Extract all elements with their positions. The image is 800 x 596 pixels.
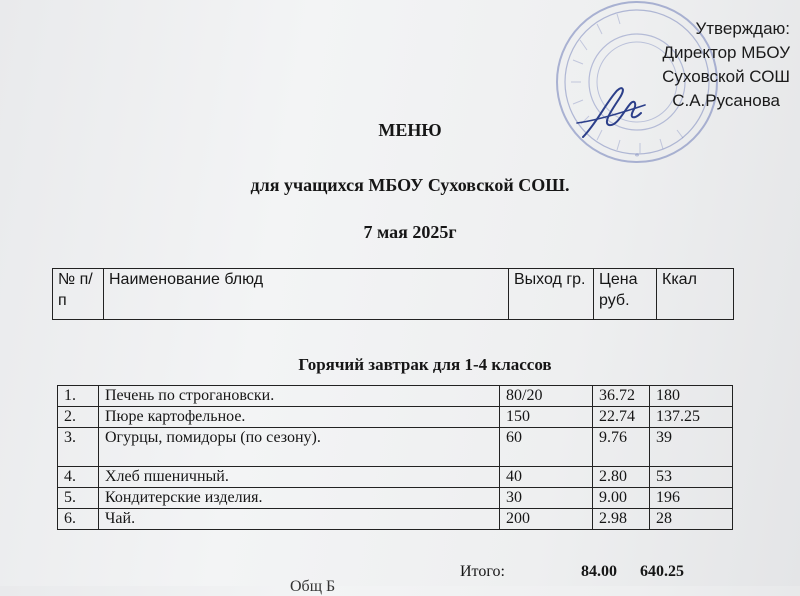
row-output: 60: [500, 428, 593, 467]
row-dish-name: Чай.: [99, 509, 500, 530]
row-output: 40: [500, 467, 593, 488]
row-num: 4.: [58, 467, 99, 488]
table-row: [58, 428, 733, 467]
row-output: 200: [500, 509, 593, 530]
row-kcal: 137.25: [650, 407, 733, 428]
row-output: 150: [500, 407, 593, 428]
row-dish-name: Огурцы, помидоры (по сезону).: [99, 428, 500, 467]
row-dish-name: Пюре картофельное.: [99, 407, 500, 428]
row-num: 2.: [58, 407, 99, 428]
total-line: [460, 563, 684, 581]
row-output: 80/20: [500, 386, 593, 407]
document-title: МЕНЮ: [378, 120, 442, 140]
row-kcal: 180: [650, 386, 733, 407]
row-dish-name: Кондитерские изделия.: [99, 488, 500, 509]
header-kcal: Ккал: [657, 269, 734, 320]
row-dish-name: Хлеб пшеничный.: [99, 467, 500, 488]
row-price: 2.98: [593, 509, 650, 530]
approval-line-position: Директор МБОУ: [662, 43, 790, 62]
approval-line-school: Суховской СОШ: [662, 67, 790, 86]
row-price: 9.00: [593, 488, 650, 509]
menu-header-table: [52, 268, 734, 320]
row-kcal: 28: [650, 509, 733, 530]
header-output: Выход гр.: [509, 269, 594, 320]
row-price: 9.76: [593, 428, 650, 467]
table-row: [58, 386, 733, 407]
cut-off-text: Общ Б: [290, 578, 336, 595]
table-row: [58, 467, 733, 488]
approval-block: [610, 17, 790, 113]
row-kcal: 39: [650, 428, 733, 467]
document-date: 7 мая 2025г: [363, 222, 457, 242]
svg-text:*: *: [634, 152, 640, 163]
row-num: 3.: [58, 428, 99, 467]
row-dish-name: Печень по строгановски.: [99, 386, 500, 407]
row-num: 6.: [58, 509, 99, 530]
row-price: 22.74: [593, 407, 650, 428]
header-dish-name: Наименование блюд: [104, 269, 509, 320]
row-price: 2.80: [593, 467, 650, 488]
header-num: № п/п: [53, 269, 104, 320]
table-row: [58, 509, 733, 530]
header-price: Цена руб.: [594, 269, 657, 320]
total-price: 84.00: [581, 563, 617, 580]
menu-items-table: [57, 385, 733, 530]
table-row: [58, 488, 733, 509]
row-kcal: 53: [650, 467, 733, 488]
approval-line-name: С.А.Русанова: [672, 91, 780, 110]
header-row: [53, 269, 734, 320]
document-subtitle: для учащихся МБОУ Суховской СОШ.: [250, 175, 570, 195]
total-kcal: 640.25: [640, 563, 684, 580]
section-title: Горячий завтрак для 1-4 классов: [298, 355, 552, 374]
row-kcal: 196: [650, 488, 733, 509]
row-output: 30: [500, 488, 593, 509]
table-row: [58, 407, 733, 428]
row-num: 1.: [58, 386, 99, 407]
approval-line-approve: Утверждаю:: [695, 19, 790, 38]
row-num: 5.: [58, 488, 99, 509]
row-price: 36.72: [593, 386, 650, 407]
total-label: Итого:: [460, 563, 505, 580]
